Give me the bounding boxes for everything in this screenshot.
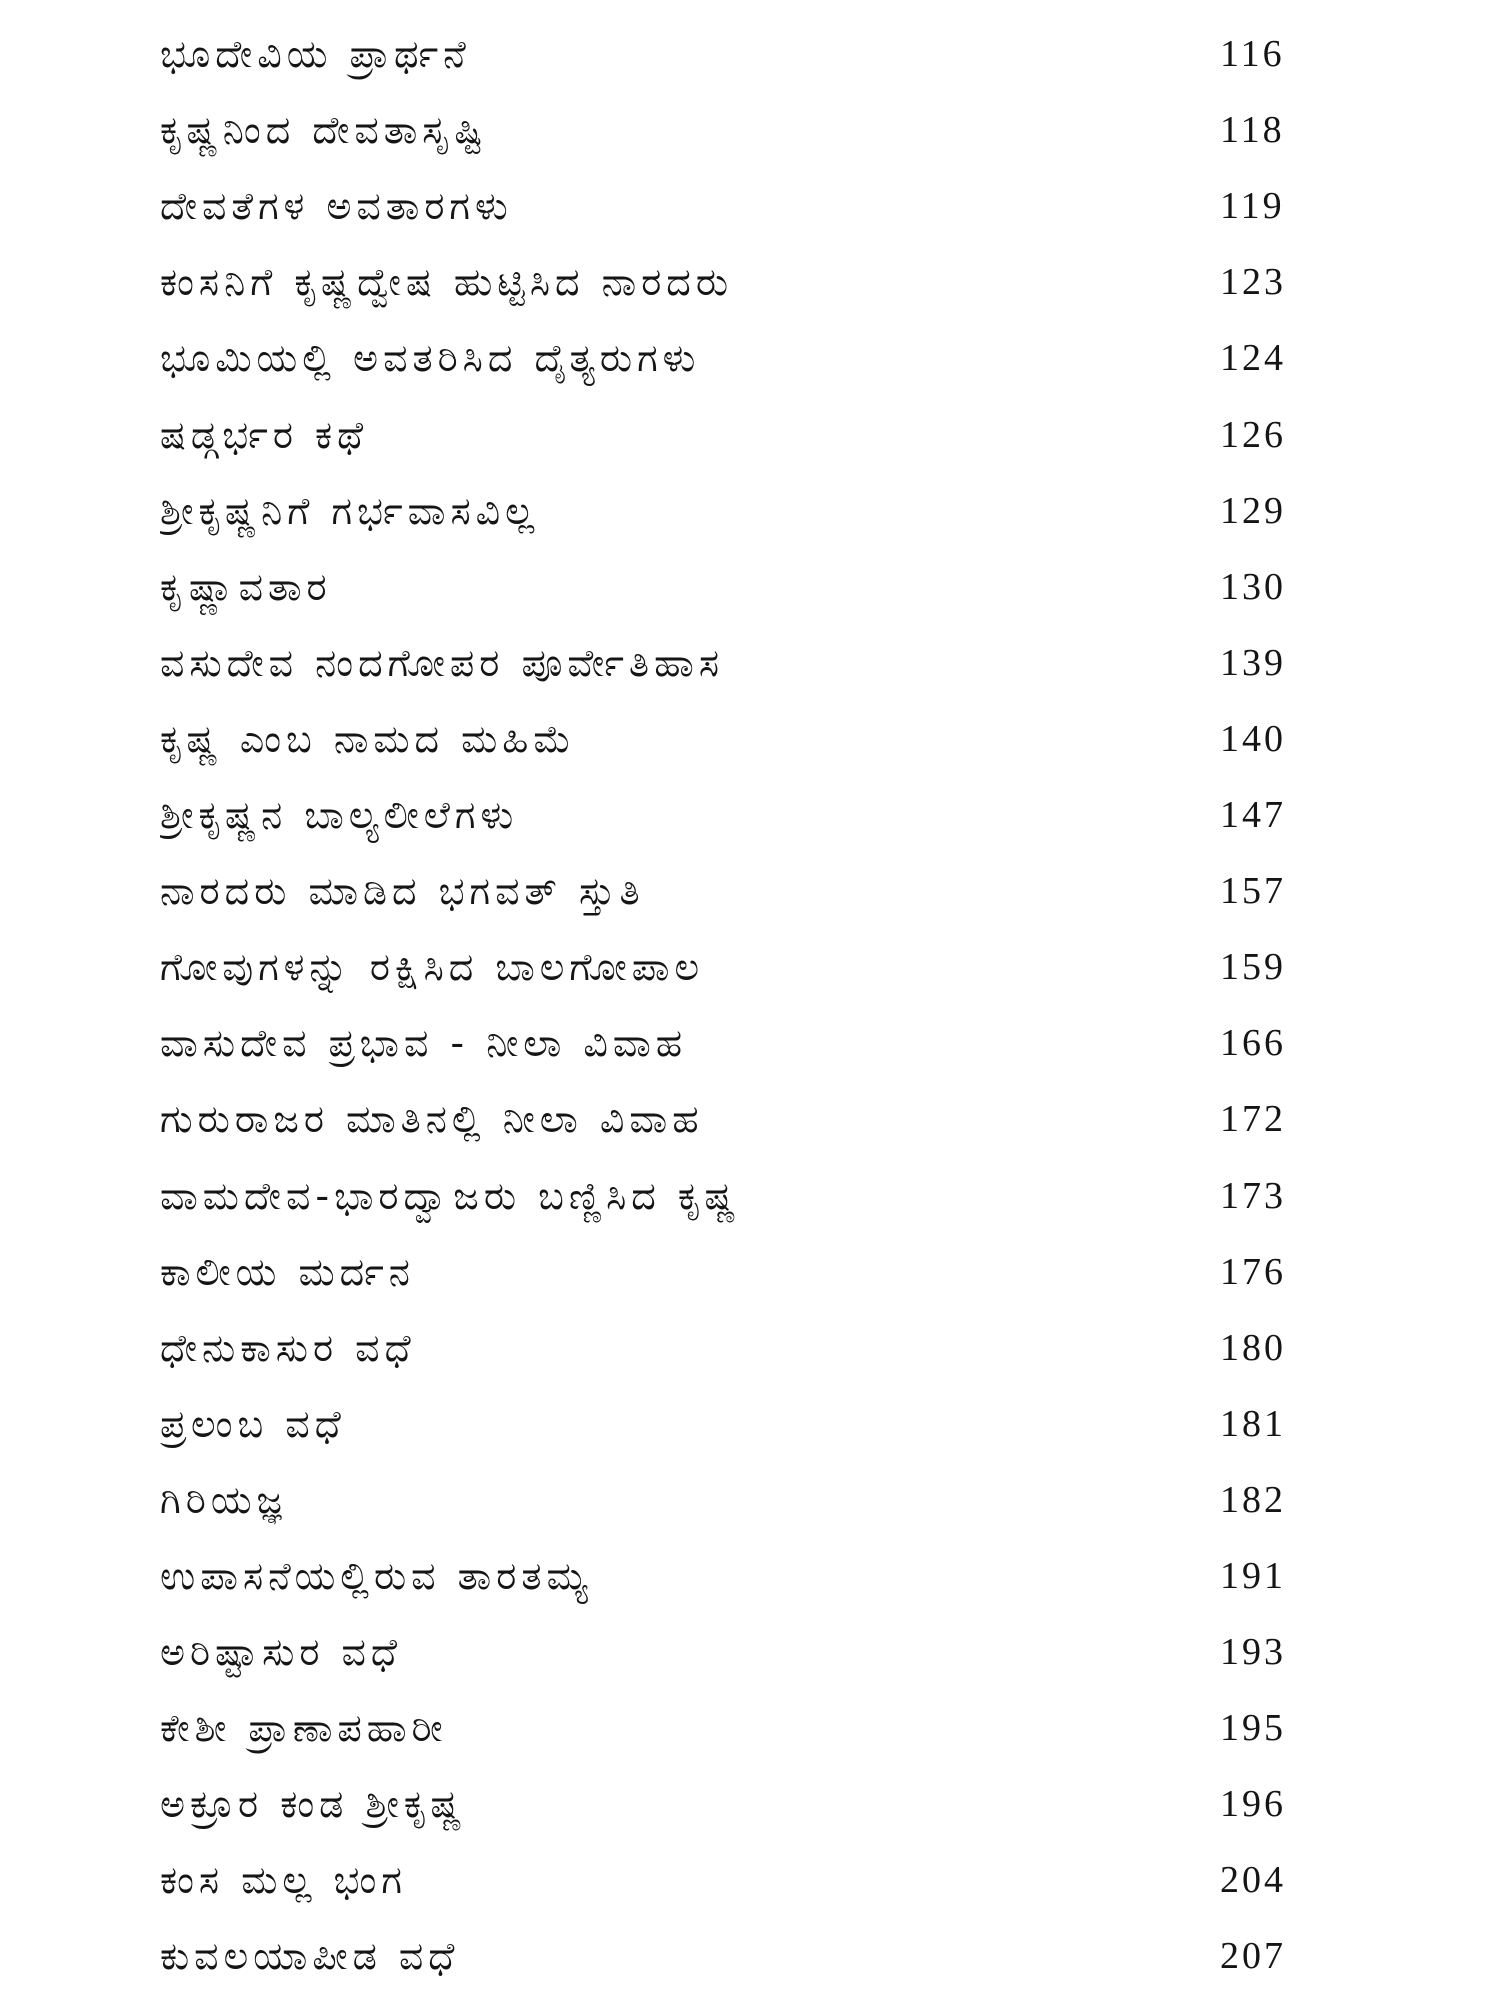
toc-entry-title: ಗುರುರಾಜರ ಮಾತಿನಲ್ಲಿ ನೀಲಾ ವಿವಾಹ <box>160 1097 704 1141</box>
toc-entry-page: 173 <box>1220 1175 1286 1217</box>
toc-entry-title: ಕಂಸನಿಗೆ ಕೃಷ್ಣದ್ವೇಷ ಹುಟ್ಟಿಸಿದ ನಾರದರು <box>160 260 734 304</box>
toc-entry <box>0 254 1500 310</box>
toc-entry <box>0 1928 1500 1984</box>
toc-entry-title: ಕೃಷ್ಣಾವತಾರ <box>160 565 332 609</box>
toc-entry <box>0 787 1500 843</box>
toc-entry <box>0 1700 1500 1756</box>
toc-entry-title: ಉಪಾಸನೆಯಲ್ಲಿರುವ ತಾರತಮ್ಯ <box>160 1554 593 1598</box>
toc-entry-page: 159 <box>1220 946 1286 988</box>
toc-entry-title: ಶ್ರೀಕೃಷ್ಣನಿಗೆ ಗರ್ಭವಾಸವಿಲ್ಲ <box>160 489 540 533</box>
toc-entry-title: ವಾಸುದೇವ ಪ್ರಭಾವ - ನೀಲಾ ವಿವಾಹ <box>160 1021 688 1065</box>
toc-entry <box>0 863 1500 919</box>
toc-entry <box>0 483 1500 539</box>
toc-entry <box>0 1091 1500 1147</box>
toc-entry-title: ನಾರದರು ಮಾಡಿದ ಭಗವತ್ ಸ್ತುತಿ <box>160 869 645 913</box>
toc-entry-page: 140 <box>1220 718 1286 760</box>
toc-entry-page: 204 <box>1220 1859 1286 1901</box>
toc-entry-page: 123 <box>1220 261 1286 303</box>
toc-entry <box>0 1776 1500 1832</box>
toc-entry-title: ವಾಮದೇವ-ಭಾರದ್ವಾಜರು ಬಣ್ಣಿಸಿದ ಕೃಷ್ಣ <box>160 1174 741 1218</box>
toc-entry-title: ಅಕ್ರೂರ ಕಂಡ ಶ್ರೀಕೃಷ್ಣ <box>160 1782 467 1826</box>
toc-entry-title: ಭೂದೇವಿಯ ಪ್ರಾರ್ಥನೆ <box>160 32 471 76</box>
toc-entry-page: 157 <box>1220 870 1286 912</box>
toc-entry-page: 196 <box>1220 1783 1286 1825</box>
toc-entry-title: ಭೂಮಿಯಲ್ಲಿ ಅವತರಿಸಿದ ದೈತ್ಯರುಗಳು <box>160 336 701 380</box>
toc-entry-title: ಕಂಸ ಮಲ್ಲ ಭಂಗ <box>160 1858 407 1902</box>
toc-entry-page: 116 <box>1220 33 1285 75</box>
toc-entry <box>0 1244 1500 1300</box>
toc-entry-title: ಪ್ರಲಂಬ ವಧೆ <box>160 1402 346 1446</box>
toc-entry-page: 126 <box>1220 414 1286 456</box>
toc-entry-page: 182 <box>1220 1479 1286 1521</box>
toc-entry <box>0 1396 1500 1452</box>
toc-entry-page: 191 <box>1220 1555 1286 1597</box>
toc-entry-page: 180 <box>1220 1327 1286 1369</box>
toc-entry <box>0 559 1500 615</box>
toc-entry-page: 181 <box>1220 1403 1286 1445</box>
toc-entry-title: ಕೃಷ್ಣನಿಂದ ದೇವತಾಸೃಷ್ಟಿ <box>160 108 488 152</box>
toc-entry <box>0 330 1500 386</box>
toc-entry <box>0 178 1500 234</box>
toc-entry-title: ಗೋವುಗಳನ್ನು ರಕ್ಷಿಸಿದ ಬಾಲಗೋಪಾಲ <box>160 945 705 989</box>
toc-entry <box>0 635 1500 691</box>
toc-entry <box>0 939 1500 995</box>
toc-entry-page: 147 <box>1220 794 1286 836</box>
toc-entry-page: 195 <box>1220 1707 1286 1749</box>
toc-entry-page: 193 <box>1220 1631 1286 1673</box>
toc-entry-page: 207 <box>1220 1935 1286 1977</box>
toc-entry-page: 119 <box>1220 185 1285 227</box>
toc-entry <box>0 1015 1500 1071</box>
toc-entry-title: ದೇವತೆಗಳ ಅವತಾರಗಳು <box>160 184 513 228</box>
toc-entry-page: 139 <box>1220 642 1286 684</box>
toc-entry-page: 130 <box>1220 566 1286 608</box>
toc-entry-page: 129 <box>1220 490 1286 532</box>
toc-entry <box>0 407 1500 463</box>
toc-entry-title: ಅರಿಷ್ಟಾಸುರ ವಧೆ <box>160 1630 403 1674</box>
toc-entry-title: ಕುವಲಯಾಪೀಡ ವಧೆ <box>160 1934 460 1978</box>
toc-entry <box>0 1320 1500 1376</box>
toc-entry <box>0 1168 1500 1224</box>
toc-entry-title: ಶ್ರೀಕೃಷ್ಣನ ಬಾಲ್ಯಲೀಲೆಗಳು <box>160 793 519 837</box>
toc-entry-title: ಕಾಲೀಯ ಮರ್ದನ <box>160 1250 415 1294</box>
toc-entry <box>0 1852 1500 1908</box>
toc-entry <box>0 1548 1500 1604</box>
toc-entry-title: ಕೇಶೀ ಪ್ರಾಣಾಪಹಾರೀ <box>160 1706 448 1750</box>
toc-entry-title: ವಸುದೇವ ನಂದಗೋಪರ ಪೂರ್ವೇತಿಹಾಸ <box>160 641 724 685</box>
toc-entry-page: 124 <box>1220 337 1286 379</box>
toc-entry-title: ಧೇನುಕಾಸುರ ವಧೆ <box>160 1326 416 1370</box>
toc-entry-page: 118 <box>1220 109 1285 151</box>
toc-entry <box>0 711 1500 767</box>
toc-entry <box>0 26 1500 82</box>
toc-entry <box>0 1472 1500 1528</box>
toc-entry <box>0 1624 1500 1680</box>
toc-entry-page: 176 <box>1220 1251 1286 1293</box>
toc-entry <box>0 102 1500 158</box>
toc-entry-title: ಷಡ್ಗರ್ಭರ ಕಥೆ <box>160 413 369 457</box>
toc-entry-page: 166 <box>1220 1022 1286 1064</box>
toc-entry-title: ಕೃಷ್ಣ ಎಂಬ ನಾಮದ ಮಹಿಮೆ <box>160 717 577 761</box>
toc-entry-page: 172 <box>1220 1098 1286 1140</box>
toc-entry-title: ಗಿರಿಯಜ್ಞ <box>160 1478 287 1522</box>
